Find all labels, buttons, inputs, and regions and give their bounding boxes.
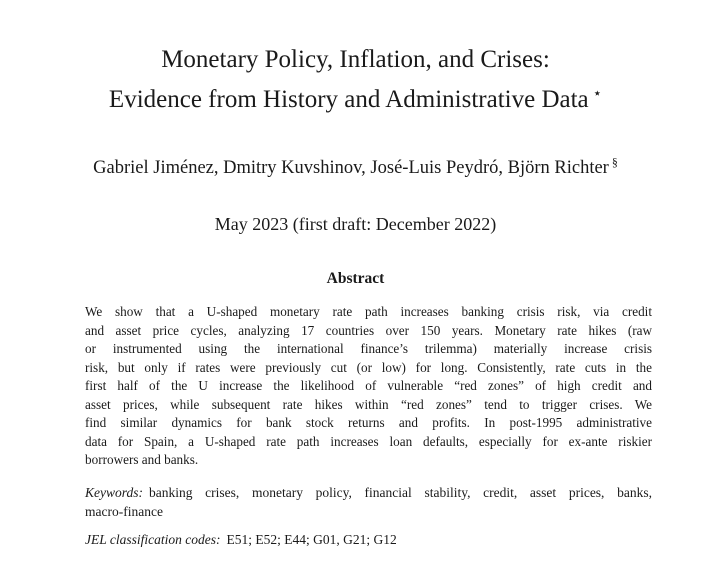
authors-names: Gabriel Jiménez, Dmitry Kuvshinov, José-Luis Peydró, Björn Richter [93,158,609,178]
paper-title [0,0,711,120]
abstract-line: and asset price cycles, analyzing 17 countries over 150 years. Monetary rate hikes (raw [85,322,652,338]
authors-line [0,154,711,180]
abstract-line: find similar dynamics for bank stock returns and profits. In post-1995 administrative [85,415,652,430]
title-footnote-star-mark: ⋆ [592,85,603,102]
keywords-block [85,483,652,521]
authors-footnote-mark: § [611,154,618,169]
keywords-label: Keywords: [85,484,143,500]
jel-label: JEL classification codes: [85,531,221,547]
paper-title-line2-text: Evidence from History and Administrative Data [108,86,589,113]
jel-line [85,530,652,549]
keywords-line1 [85,483,652,502]
keywords-line2: macro-finance [85,503,163,519]
abstract-line: risk, but only if rates were previously cut (or low) for long. Consistently, rate cuts in the [85,359,652,375]
abstract-line: or instrumented using the international finance’s trilemma) materially increase crisis [85,341,652,356]
abstract-heading: Abstract [326,270,385,287]
abstract-line: borrowers and banks. [85,452,199,467]
abstract-line: first half of the U increase the likelihood of vulnerable “red zones” of high credit and [85,378,652,393]
abstract-line: We show that a U-shaped monetary rate path increases banking crisis risk, via credit [85,304,652,319]
paper-title-line2 [0,80,711,120]
abstract-text [85,303,652,470]
jel-codes: E51; E52; E44; G01, G21; G12 [226,531,397,547]
abstract-line: asset prices, while subsequent rate hikes within “red zones” tend to trigger crises. We [85,396,652,412]
date-line: May 2023 (first draft: December 2022) [214,214,497,234]
paper-title-line1: Monetary Policy, Inflation, and Crises: [161,46,550,73]
abstract-line: data for Spain, a U-shaped rate path increases loan defaults, especially for ex-ante riskier [85,433,652,449]
keywords-text: banking crises, monetary policy, financial stability, credit, asset prices, banks, [149,484,652,500]
